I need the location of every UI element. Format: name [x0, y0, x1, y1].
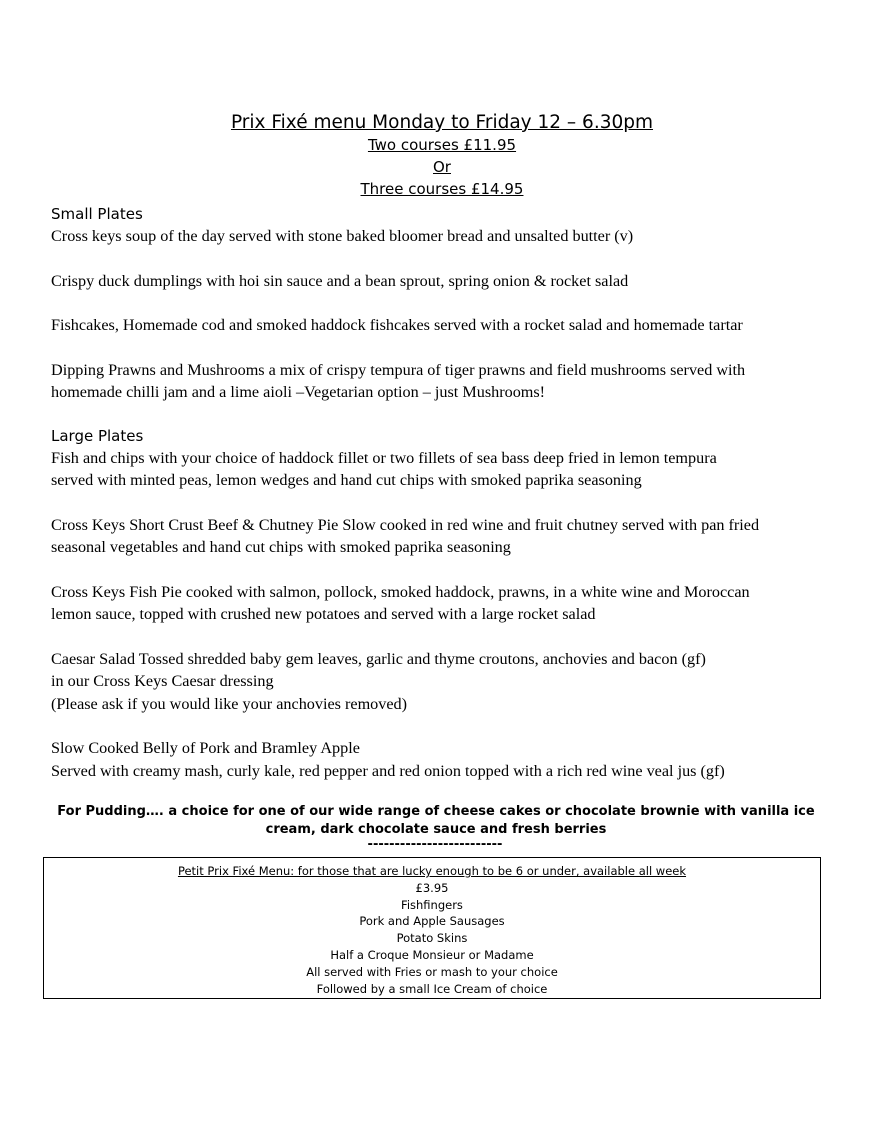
menu-header: [0, 112, 870, 200]
kids-menu-served-with: All served with Fries or mash to your choice: [306, 964, 558, 979]
kids-menu-item: Fishfingers: [401, 897, 463, 912]
kids-menu-price: £3.95: [415, 880, 449, 895]
large-plate-item: Cross Keys Fish Pie cooked with salmon, pollock, smoked haddock, prawns, in a white wine and Moroccan lemon sauce, topped with crushed new potatoes and served with a large rocket salad: [51, 582, 750, 623]
small-plate-item: Fishcakes, Homemade cod and smoked haddock fishcakes served with a rocket salad and homemade tartar: [51, 316, 743, 334]
large-plate-item: Slow Cooked Belly of Pork and Bramley Apple Served with creamy mash, curly kale, red pepper and red onion topped with a rich red wine veal jus (gf): [51, 739, 725, 780]
small-plate-item: Dipping Prawns and Mushrooms a mix of crispy tempura of tiger prawns and field mushrooms served with homemade chilli jam and a lime aioli –Vegetarian option – just Mushrooms!: [51, 360, 746, 401]
kids-menu-box: [43, 857, 821, 999]
large-plate-item: Caesar Salad Tossed shredded baby gem leaves, garlic and thyme croutons, anchovies and bacon (gf) in our Cross Keys Caesar dressing (Please ask if you would like your anchovies removed): [51, 649, 706, 713]
pudding-note: For Pudding…. a choice for one of our wide range of cheese cakes or chocolate brownie with vanilla ice cream, dark chocolate sauce and fresh berries: [57, 804, 815, 837]
small-plates-heading: Small Plates: [51, 205, 143, 223]
small-plate-item: Crispy duck dumplings with hoi sin sauce and a bean sprout, spring onion & rocket salad: [51, 271, 629, 290]
large-plate-item: Fish and chips with your choice of haddock fillet or two fillets of sea bass deep fried in lemon tempura served with minted peas, lemon wedges and hand cut chips with smoked paprika seasoning: [51, 448, 717, 489]
menu-content: [51, 203, 841, 804]
large-plate-item: Cross Keys Short Crust Beef & Chutney Pie Slow cooked in red wine and fruit chutney served with pan fried seasonal vegetables and hand cut chips with smoked paprika seasoning: [51, 515, 760, 556]
two-courses-price: Two courses £11.95: [367, 136, 517, 154]
or-separator: Or: [433, 158, 451, 176]
kids-menu-item: Pork and Apple Sausages: [359, 914, 505, 929]
menu-title: Prix Fixé menu Monday to Friday 12 – 6.30pm: [230, 112, 654, 133]
kids-menu-item: Half a Croque Monsieur or Madame: [330, 947, 534, 962]
kids-menu-item: Potato Skins: [396, 931, 468, 946]
kids-menu-title: Petit Prix Fixé Menu: for those that are lucky enough to be 6 or under, available all week: [177, 864, 687, 878]
three-courses-price: Three courses £14.95: [360, 180, 524, 198]
large-plates-heading: Large Plates: [51, 426, 144, 445]
kids-menu-followed-by: Followed by a small Ice Cream of choice: [316, 981, 548, 996]
small-plate-item: Cross keys soup of the day served with stone baked bloomer bread and unsalted butter (v): [51, 227, 634, 245]
section-divider: -------------------------: [367, 837, 503, 852]
